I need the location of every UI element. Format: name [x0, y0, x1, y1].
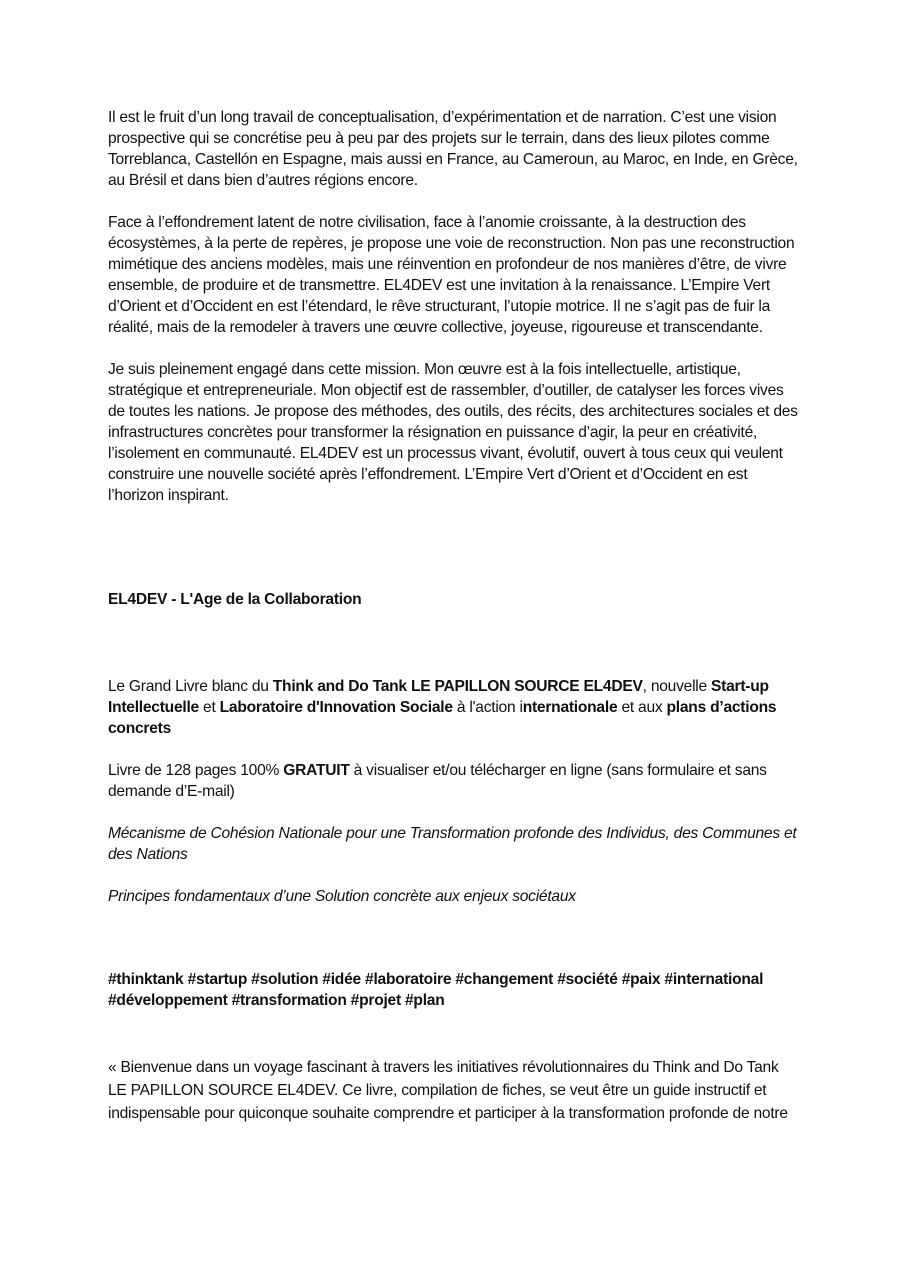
section-title [108, 589, 808, 610]
text-run: , nouvelle [642, 678, 712, 695]
text-run-bold: plans d’actions [666, 699, 777, 716]
text-line: Il est le fruit d’un long travail de conceptualisation, d’expérimentation et de narration. C’est une vision [108, 109, 777, 126]
text-run: Le Grand Livre blanc du [108, 678, 273, 695]
text-line: l’horizon inspirant. [108, 487, 229, 504]
text-run-bold: Start-up [711, 678, 769, 695]
text-run: à l'action i [452, 699, 523, 716]
book-info-line-1 [108, 760, 808, 781]
intro-paragraph-2 [108, 212, 808, 338]
hashtags [108, 969, 808, 1011]
text-run: à visualiser et/ou télécharger en ligne (sans formulaire et sans [349, 762, 767, 779]
text-line: infrastructures concrètes pour transformer la résignation en puissance d’agir, la peur en créativité, [108, 424, 758, 441]
text-line: l’isolement en communauté. EL4DEV est un processus vivant, évolutif, ouvert à tous ceux qui veulent [108, 445, 783, 462]
text-line: Je suis pleinement engagé dans cette mission. Mon œuvre est à la fois intellectuelle, artistique, [108, 361, 741, 378]
text-line: Principes fondamentaux d’une Solution concrète aux enjeux sociétaux [108, 888, 576, 905]
hashtag-line: #thinktank #startup #solution #idée #laboratoire #changement #société #paix #international [108, 971, 764, 988]
text-line: des Nations [108, 846, 188, 863]
text-line: réalité, mais de la remodeler à travers une œuvre collective, joyeuse, rigoureuse et transcendante. [108, 319, 763, 336]
intro-paragraph-3 [108, 359, 808, 506]
section-title-text: EL4DEV - L'Age de la Collaboration [108, 591, 362, 608]
text-line: mimétique des anciens modèles, mais une réinvention en profondeur de nos manières d’être, de vivre [108, 256, 787, 273]
text-line: LE PAPILLON SOURCE EL4DEV. Ce livre, compilation de fiches, se veut être un guide instructif et [108, 1082, 767, 1099]
text-line: d’Orient et d’Occident en est l’étendard, le rêve structurant, l’utopie motrice. Il ne s’agit pas de fuir la [108, 298, 771, 315]
text-line: stratégique et entrepreneuriale. Mon objectif est de rassembler, d’outiller, de catalyser les forces vives [108, 382, 784, 399]
text-run: et aux [617, 699, 667, 716]
hashtag-line: #développement #transformation #projet #plan [108, 992, 445, 1009]
text-line: Torreblanca, Castellón en Espagne, mais aussi en France, au Cameroun, au Maroc, en Inde, en Grèce, [108, 151, 798, 168]
book-info-line-2: demande d’E-mail) [108, 783, 235, 800]
text-line: construire une nouvelle société après l’effondrement. L’Empire Vert d’Orient et d’Occident en est [108, 466, 748, 483]
principles-subtitle [108, 886, 808, 907]
text-line: Face à l’effondrement latent de notre civilisation, face à l’anomie croissante, à la destruction des [108, 214, 746, 231]
description-line-2 [108, 697, 808, 718]
description-paragraph [108, 676, 808, 739]
text-run-bold: Intellectuelle [108, 699, 199, 716]
text-line: au Brésil et dans bien d’autres régions encore. [108, 172, 418, 189]
text-line: de toutes les nations. Je propose des méthodes, des outils, des récits, des architectures sociales et des [108, 403, 798, 420]
free-label: GRATUIT [283, 762, 350, 779]
mechanism-subtitle [108, 823, 808, 865]
description-line-3: concrets [108, 720, 172, 737]
text-line: indispensable pour quiconque souhaite comprendre et participer à la transformation profonde de notre [108, 1105, 788, 1122]
text-line: ensemble, de produire et de transmettre. EL4DEV est une invitation à la renaissance. L’Empire Vert [108, 277, 771, 294]
text-run-bold: nternationale [522, 699, 618, 716]
text-line: « Bienvenue dans un voyage fascinant à travers les initiatives révolutionnaires du Think and Do Tank [108, 1059, 779, 1076]
text-line: écosystèmes, à la perte de repères, je propose une voie de reconstruction. Non pas une reconstruction [108, 235, 795, 252]
text-run: et [198, 699, 220, 716]
text-line: Mécanisme de Cohésion Nationale pour une Transformation profonde des Individus, des Communes et [108, 825, 797, 842]
description-line-1 [108, 676, 808, 697]
book-info-paragraph [108, 760, 808, 802]
intro-paragraph-1 [108, 107, 808, 191]
text-run-bold: Laboratoire d'Innovation Sociale [219, 699, 453, 716]
text-line: prospective qui se concrétise peu à peu par des projets sur le terrain, dans des lieux pilotes comme [108, 130, 770, 147]
text-run: Livre de 128 pages 100% [108, 762, 284, 779]
text-run-bold: Think and Do Tank LE PAPILLON SOURCE EL4DEV [272, 678, 643, 695]
quote-paragraph [108, 1056, 808, 1125]
